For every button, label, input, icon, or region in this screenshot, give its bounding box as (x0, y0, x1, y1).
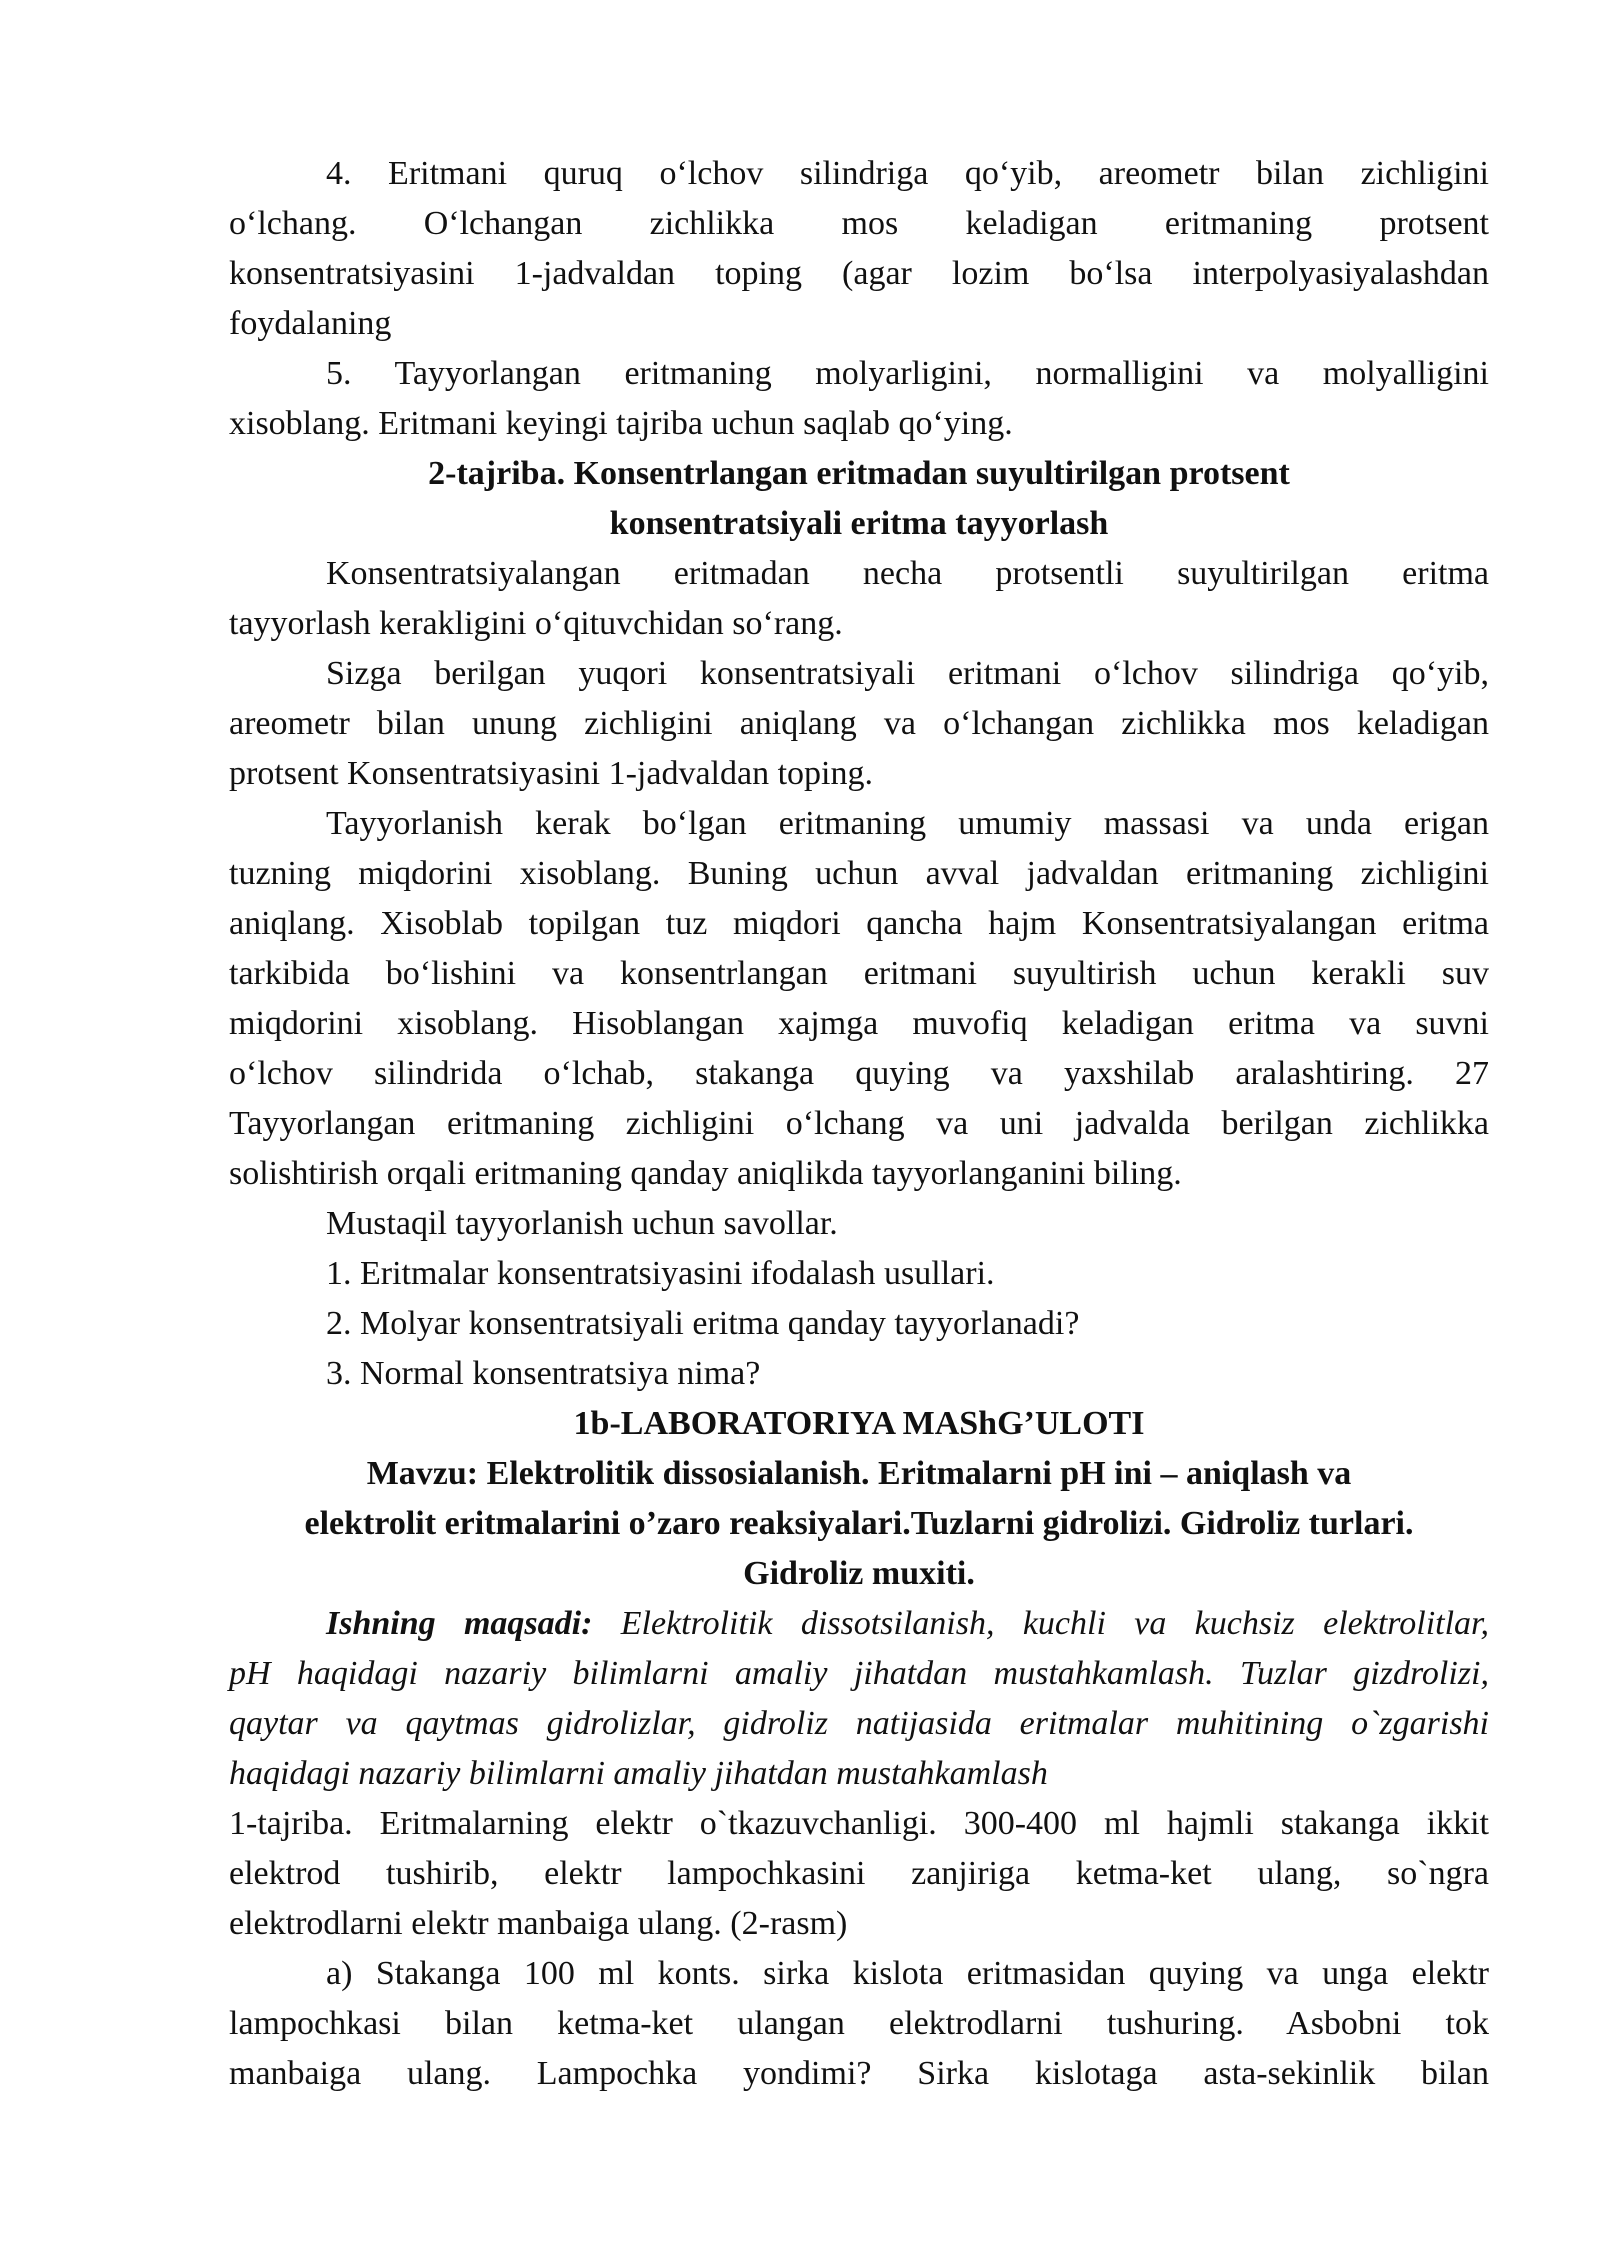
text-line: lampochkasi bilan ketma-ket ulangan elektrodlarni tushuring. Asbobni tok (229, 2005, 1489, 2042)
heading-line: Gidroliz muxiti. (743, 1555, 975, 1592)
text-line: a) Stakanga 100 ml konts. sirka kislota eritmasidan quying va unga elektr (326, 1955, 1489, 1992)
paragraph-step-a (229, 1949, 1489, 2099)
text-line: foydalaning (229, 305, 392, 342)
text-line: o‘lchang. O‘lchangan zichlikka mos keladigan eritmaning protsent (229, 205, 1489, 242)
text-line: miqdorini xisoblang. Hisoblangan xajmga muvofiq keladigan eritma va suvni (229, 1005, 1489, 1042)
text-line (229, 1599, 1489, 1649)
text-line: manbaiga ulang. Lampochka yondimi? Sirka kislotaga asta-sekinlik bilan (229, 2055, 1489, 2092)
text-line: tayyorlash kerakligini o‘qituvchidan so‘rang. (229, 605, 843, 642)
question-item: 2. Molyar konsentratsiyali eritma qanday tayyorlanadi? (326, 1305, 1080, 1342)
text-line: 4. Eritmani quruq o‘lchov silindriga qo‘yib, areometr bilan zichligini (326, 155, 1489, 192)
text-line: protsent Konsentratsiyasini 1-jadvaldan toping. (229, 755, 873, 792)
heading-line: 2-tajriba. Konsentrlangan eritmadan suyultirilgan protsent (428, 455, 1290, 492)
text-line: elektrodlarni elektr manbaiga ulang. (2-rasm) (229, 1905, 848, 1942)
text-line: elektrod tushirib, elektr lampochkasini zanjiriga ketma-ket ulang, so`ngra (229, 1855, 1489, 1892)
text-line: areometr bilan unung zichligini aniqlang va o‘lchangan zichlikka mos keladigan (229, 705, 1489, 742)
paragraph-ask-teacher (229, 549, 1489, 649)
text-line: tarkibida bo‘lishini va konsentrlangan eritmani suyultirish uchun kerakli suv (229, 955, 1489, 992)
text-line: 1-tajriba. Eritmalarning elektr o`tkazuvchanligi. 300-400 ml hajmli stakanga ikkit (229, 1805, 1489, 1842)
text-line: solishtirish orqali eritmaning qanday aniqlikda tayyorlanganini biling. (229, 1155, 1182, 1192)
text-line: aniqlang. Xisoblab topilgan tuz miqdori qancha hajm Konsentratsiyalangan eritma (229, 905, 1489, 942)
aim-label: Ishning maqsadi: (326, 1605, 593, 1642)
heading-line: elektrolit eritmalarini o’zaro reaksiyalari.Tuzlarni gidrolizi. Gidroliz turlari. (304, 1505, 1414, 1542)
paragraph-calculation (229, 799, 1489, 1199)
paragraph-aim (229, 1599, 1489, 1799)
lab-topic-heading (229, 1449, 1489, 1599)
text-line: tuzning miqdorini xisoblang. Buning uchun avval jadvaldan eritmaning zichligini (229, 855, 1489, 892)
text-line: 5. Tayyorlangan eritmaning molyarligini, normalligini va molyalligini (326, 355, 1489, 392)
text-line: Sizga berilgan yuqori konsentratsiyali eritmani o‘lchov silindriga qo‘yib, (326, 655, 1489, 692)
text-line: haqidagi nazariy bilimlarni amaliy jihatdan mustahkamlash (229, 1755, 1048, 1792)
text-line: Tayyorlangan eritmaning zichligini o‘lchang va uni jadvalda berilgan zichlikka (229, 1105, 1489, 1142)
paragraph-step-5 (229, 349, 1489, 449)
lab-session-title: 1b-LABORATORIYA MAShG’ULOTI (573, 1405, 1145, 1442)
heading-line: konsentratsiyali eritma tayyorlash (609, 505, 1109, 542)
question-item: 1. Eritmalar konsentratsiyasini ifodalash usullari. (326, 1255, 995, 1292)
aim-text: Elektrolitik dissotsilanish, kuchli va kuchsiz elektrolitlar, (592, 1605, 1489, 1642)
questions-intro: Mustaqil tayyorlanish uchun savollar. (326, 1205, 838, 1242)
text-line: xisoblang. Eritmani keyingi tajriba uchun saqlab qo‘ying. (229, 405, 1013, 442)
heading-line: Mavzu: Elektrolitik dissosialanish. Eritmalarni pH ini – aniqlash va (366, 1455, 1352, 1492)
question-item: 3. Normal konsentratsiya nima? (326, 1355, 761, 1392)
document-body (229, 149, 1489, 2099)
paragraph-experiment-1 (229, 1799, 1489, 1949)
text-line: pH haqidagi nazariy bilimlarni amaliy jihatdan mustahkamlash. Tuzlar gizdrolizi, (229, 1655, 1489, 1692)
text-line: Tayyorlanish kerak bo‘lgan eritmaning umumiy massasi va unda erigan (326, 805, 1489, 842)
text-line: Konsentratsiyalangan eritmadan necha protsentli suyultirilgan eritma (326, 555, 1489, 592)
text-line: o‘lchov silindrida o‘lchab, stakanga quying va yaxshilab aralashtiring. 27 (229, 1055, 1489, 1092)
text-line: qaytar va qaytmas gidrolizlar, gidroliz natijasida eritmalar muhitining o`zgarishi (229, 1705, 1489, 1742)
section-heading-experiment-2 (229, 449, 1489, 549)
paragraph-step-4 (229, 149, 1489, 349)
paragraph-measure-density (229, 649, 1489, 799)
text-line: konsentratsiyasini 1-jadvaldan toping (agar lozim bo‘lsa interpolyasiyalashdan (229, 255, 1489, 292)
